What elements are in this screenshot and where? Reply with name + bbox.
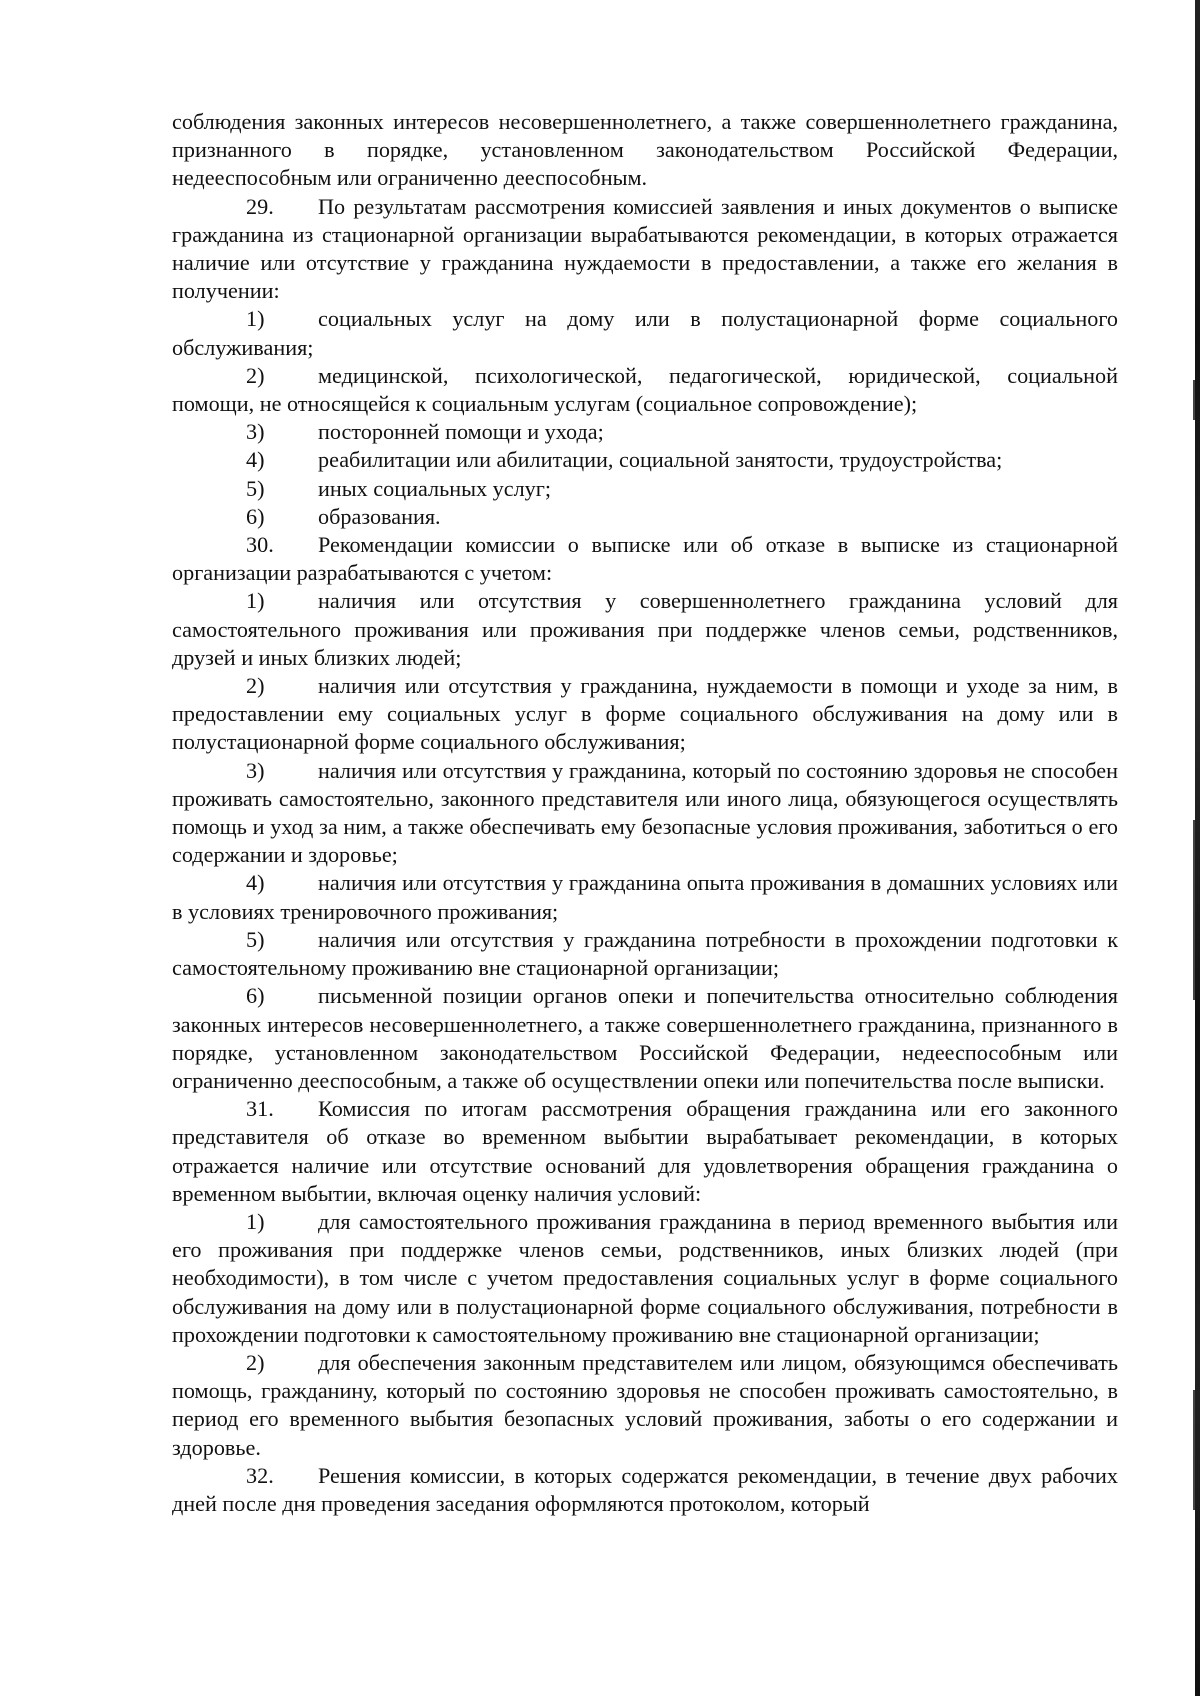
list-item-number: 1) xyxy=(246,1208,265,1234)
paragraph-31 xyxy=(172,1095,1118,1208)
list-item-number: 2) xyxy=(246,1349,265,1375)
scan-artifact xyxy=(1193,380,1195,420)
list-item-number: 1) xyxy=(246,588,265,614)
list-item xyxy=(172,418,1118,446)
list-item xyxy=(172,1349,1118,1462)
list-item-text: наличия или отсутствия у гражданина потребности в прохождении подготовки к самостоятельному проживанию вне стационарной организации; xyxy=(172,926,1118,981)
list-item-text: иных социальных услуг; xyxy=(318,475,552,501)
list-item xyxy=(172,305,1118,361)
list-item-text: наличия или отсутствия у гражданина, нуждаемости в помощи и уходе за ним, в предоставлении ему социальных услуг в форме социального обслуживания на дому или в полустационарной форме социального обслуживания; xyxy=(172,673,1118,755)
list-item xyxy=(172,869,1118,925)
list-item-number: 5) xyxy=(246,475,265,501)
list-item xyxy=(172,587,1118,672)
list-item-text: для самостоятельного проживания гражданина в период временного выбытия или его проживания при поддержке членов семьи, родственников, иных близких людей (при необходимости), в том числе с учетом предоставления социальных услуг в форме социального обслуживания на дому или в полустационарной форме социального обслуживания, потребности в прохождении подготовки к самостоятельному проживанию вне стационарной организации; xyxy=(172,1208,1118,1347)
paragraph-number: 31. xyxy=(246,1096,274,1122)
paragraph-text: Рекомендации комиссии о выписке или об отказе в выписке из стационарной организации разрабатываются с учетом: xyxy=(172,532,1118,586)
list-item-text: образования. xyxy=(318,503,441,529)
list-item xyxy=(172,672,1118,757)
paragraph-30 xyxy=(172,531,1118,587)
list-item-number: 2) xyxy=(246,673,265,699)
paragraph-text: соблюдения законных интересов несовершеннолетнего, а также совершеннолетнего гражданина, признанного в порядке, установленном законодательством Российской Федерации, недееспособным или ограниченно дееспособным. xyxy=(172,109,1118,191)
list-item xyxy=(172,475,1118,503)
list-item-number: 4) xyxy=(246,447,265,473)
list-item-number: 1) xyxy=(246,306,265,332)
list-item-text: наличия или отсутствия у совершеннолетнего гражданина условий для самостоятельного проживания или проживания при поддержке членов семьи, родственников, друзей и иных близких людей; xyxy=(172,588,1118,670)
list-item xyxy=(172,982,1118,1095)
list-item xyxy=(172,1208,1118,1349)
paragraph-continuation xyxy=(172,108,1118,193)
list-item xyxy=(172,757,1118,870)
list-item-text: посторонней помощи и ухода; xyxy=(318,419,604,445)
list-item-number: 3) xyxy=(246,419,265,445)
scan-artifact xyxy=(1193,1390,1195,1510)
list-item-text: письменной позиции органов опеки и попечительства относительно соблюдения законных интересов несовершеннолетнего, а также совершеннолетнего гражданина, признанного в порядке, установленном законодательством Российской Федерации, недееспособным или ограниченно дееспособным, а также об осуществлении опеки или попечительства после выписки. xyxy=(172,983,1118,1093)
scan-border xyxy=(1195,0,1200,1696)
list-item xyxy=(172,926,1118,982)
document-body xyxy=(172,108,1118,1518)
list-item-number: 3) xyxy=(246,757,265,783)
list-item-number: 6) xyxy=(246,983,265,1009)
list-item xyxy=(172,446,1118,474)
list-item-text: социальных услуг на дому или в полустационарной форме социального обслуживания; xyxy=(172,306,1118,360)
list-item xyxy=(172,362,1118,418)
paragraph-number: 29. xyxy=(246,193,274,219)
list-item-number: 4) xyxy=(246,870,265,896)
paragraph-number: 30. xyxy=(246,532,274,558)
list-item-text: для обеспечения законным представителем или лицом, обязующимся обеспечивать помощь, гражданину, который по состоянию здоровья не способен проживать самостоятельно, в период его временного выбытия безопасных условий проживания, заботы о его содержании и здоровье. xyxy=(172,1349,1118,1460)
list-item-number: 5) xyxy=(246,926,265,952)
paragraph-number: 32. xyxy=(246,1462,274,1488)
list-item xyxy=(172,503,1118,531)
paragraph-text: Решения комиссии, в которых содержатся рекомендации, в течение двух рабочих дней после дня проведения заседания оформляются протоколом, который xyxy=(172,1462,1118,1516)
list-item-text: наличия или отсутствия у гражданина, который по состоянию здоровья не способен проживать самостоятельно, законного представителя или иного лица, обязующегося осуществлять помощь и уход за ним, а также обеспечивать ему безопасные условия проживания, заботиться о его содержании и здоровье; xyxy=(172,757,1118,868)
scan-artifact xyxy=(1193,820,1195,1000)
list-item-text: наличия или отсутствия у гражданина опыта проживания в домашних условиях или в условиях тренировочного проживания; xyxy=(172,870,1118,924)
list-item-text: медицинской, психологической, педагогической, юридической, социальной помощи, не относящейся к социальным услугам (социальное сопровождение); xyxy=(172,362,1118,417)
paragraph-text: Комиссия по итогам рассмотрения обращения гражданина или его законного представителя об отказе во временном выбытии вырабатывает рекомендации, в которых отражается наличие или отсутствие оснований для удовлетворения обращения гражданина о временном выбытии, включая оценку наличия условий: xyxy=(172,1096,1118,1206)
paragraph-text: По результатам рассмотрения комиссией заявления и иных документов о выписке гражданина из стационарной организации вырабатываются рекомендации, в которых отражается наличие или отсутствие у гражданина нуждаемости в предоставлении, а также его желания в получении: xyxy=(172,193,1118,304)
list-item-text: реабилитации или абилитации, социальной занятости, трудоустройства; xyxy=(318,447,1003,473)
paragraph-32 xyxy=(172,1462,1118,1518)
list-item-number: 6) xyxy=(246,503,265,529)
paragraph-29 xyxy=(172,193,1118,306)
list-item-number: 2) xyxy=(246,362,265,388)
